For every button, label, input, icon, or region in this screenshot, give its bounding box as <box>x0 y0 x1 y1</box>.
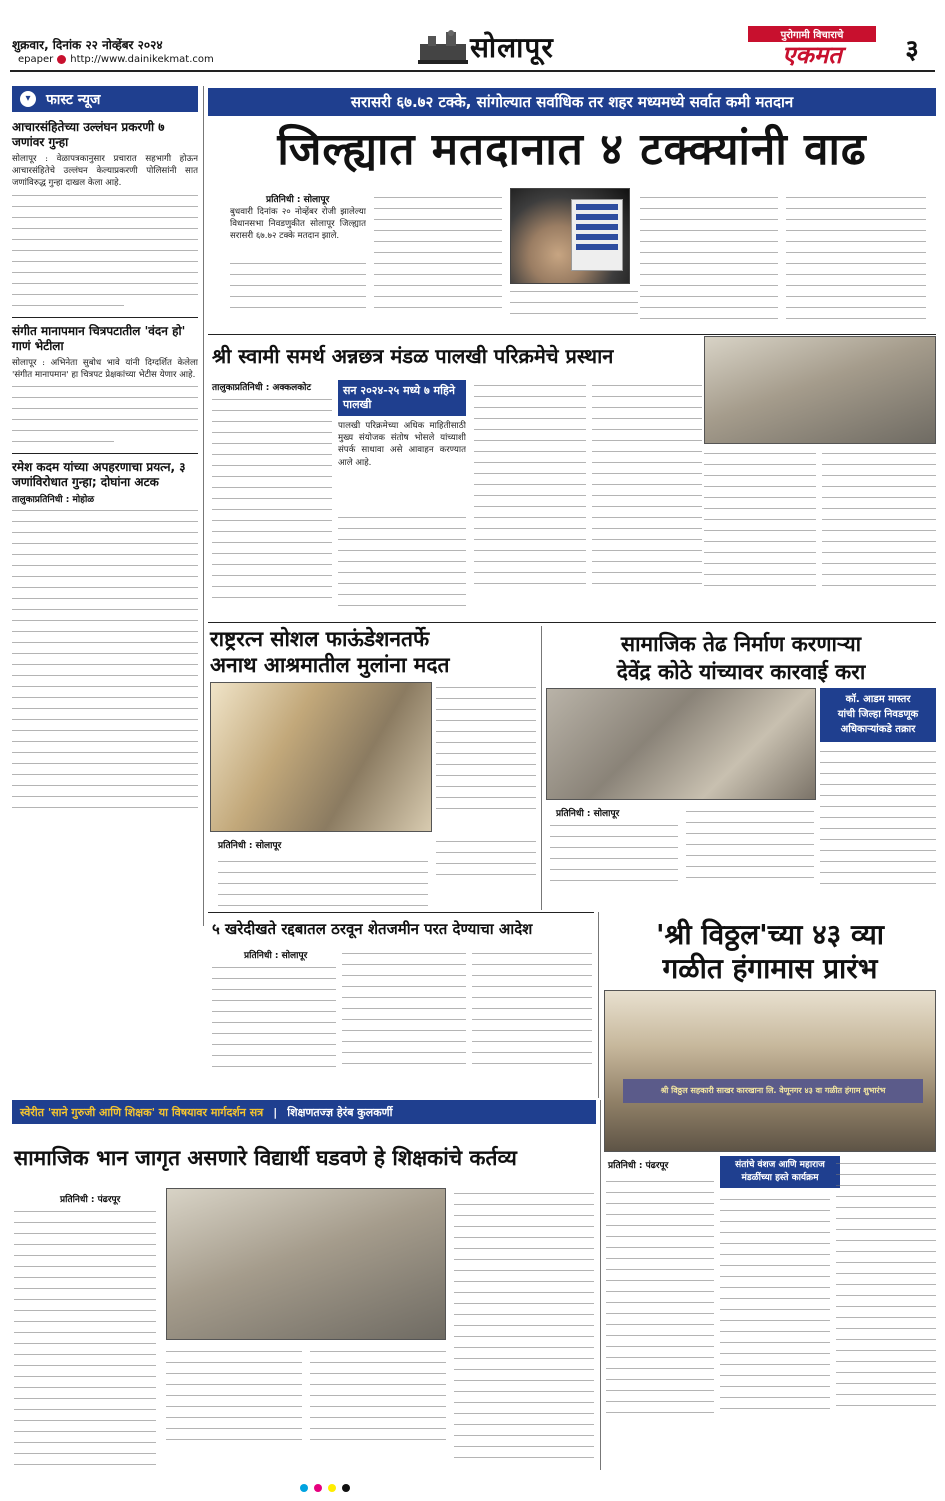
chevron-down-icon: ▾ <box>20 91 36 107</box>
fast-news-column-rule <box>203 86 204 926</box>
palkhi-headline: श्री स्वामी समर्थ अन्नछत्र मंडळ पालखी परिक्रमेचे प्रस्थान <box>212 344 614 368</box>
vitthal-byline: प्रतिनिधी : पंढरपूर <box>608 1161 669 1171</box>
vitthal-column-3 <box>836 1158 936 1411</box>
sane-guruji-headline: सामाजिक भान जागृत असणारे विद्यार्थी घडवणे हे शिक्षकांचे कर्तव्य <box>14 1146 517 1170</box>
sane-guruji-strip <box>12 1100 596 1124</box>
edition-logo <box>418 26 578 66</box>
rashtraratna-headline <box>210 626 540 678</box>
rashtraratna-column-rule <box>541 626 542 910</box>
epaper-label: epaper <box>18 54 54 65</box>
vitthal-photo-banner: श्री विठ्ठल सहकारी साखर कारखाना लि. वेणूनगर ४३ वा गळीत हंगाम शुभारंभ <box>623 1079 923 1103</box>
kharedi-column-1 <box>212 962 336 1072</box>
registration-marks <box>300 1484 660 1494</box>
fast-news-headline-1: आचारसंहितेच्या उल्लंघन प्रकरणी ७ जणांवर गुन्हा <box>12 120 165 149</box>
devendra-headline-line-2: देवेंद्र कोठे यांच्यावर कारवाई करा <box>616 660 866 684</box>
brand-block <box>748 26 876 70</box>
lead-column-1 <box>230 258 366 313</box>
rashtraratna-column-1 <box>436 682 536 814</box>
vitthal-column-1 <box>606 1176 714 1418</box>
kharedi-headline: ५ खरेदीखते रद्दबातल ठरवून शेतजमीन परत देण्याचा आदेश <box>212 920 533 938</box>
fast-news-column <box>12 86 198 926</box>
fast-news-lead-2: सोलापूर : अभिनेता सुबोध भावे यांनी दिग्दर्शित केलेला 'संगीत मानापमान' हा चित्रपट प्रेक्षकांच्या भेटीस येणार आहे. <box>12 357 198 380</box>
edition-name: सोलापूर <box>470 31 554 64</box>
kharedi-byline: प्रतिनिधी : सोलापूर <box>244 951 308 961</box>
vitthal-headline-line-2: गळीत हंगामास प्रारंभ <box>662 952 878 985</box>
fast-news-item-1 <box>12 120 198 311</box>
page-number: ३ <box>905 35 919 65</box>
devendra-headline <box>546 630 936 686</box>
vitthal-box <box>720 1156 840 1188</box>
brand-name: एकमत <box>782 41 842 69</box>
epaper-url-row <box>18 54 214 65</box>
palkhi-column-6 <box>822 448 936 591</box>
globe-icon <box>57 55 66 64</box>
devendra-column-2 <box>550 820 678 886</box>
devendra-column-1 <box>820 746 936 889</box>
top-strip-text: सरासरी ६७.७२ टक्के, सांगोल्यात सर्वाधिक तर शहर मध्यमध्ये सर्वात कमी मतदान <box>350 93 794 111</box>
sane-guruji-strip-left: स्वेरीत 'साने गुरुजी आणि शिक्षक' या विषयावर मार्गदर्शन सत्र <box>20 1105 264 1119</box>
devendra-photo <box>546 688 816 800</box>
sane-guruji-column-3 <box>310 1346 446 1445</box>
fast-news-item-2 <box>12 324 198 447</box>
lead-photo-voting-machine <box>510 188 630 284</box>
devendra-byline: प्रतिनिधी : सोलापूर <box>556 809 620 819</box>
devendra-box-line-3: अधिकाऱ्यांकडे तक्रार <box>840 724 916 735</box>
vitthal-column-2 <box>720 1194 830 1414</box>
website-link[interactable]: http://www.dainikekmat.com <box>70 54 214 65</box>
rashtraratna-column-3 <box>436 836 536 880</box>
top-strip <box>208 88 936 116</box>
rashtraratna-headline-line-2: अनाथ आश्रमातील मुलांना मदत <box>210 653 450 677</box>
devendra-headline-line-1: सामाजिक तेढ निर्माण करणाऱ्या <box>620 632 862 656</box>
fast-news-body-2 <box>12 381 198 447</box>
fast-news-title: फास्ट न्यूज <box>46 91 101 108</box>
vitthal-photo <box>604 990 936 1152</box>
fast-news-headline-3: रमेश कदम यांच्या अपहरणाचा प्रयत्न, ३ जणांविरोधात गुन्हा; दोघांना अटक <box>12 460 186 490</box>
sane-guruji-column-2 <box>166 1346 302 1445</box>
vitthal-headline <box>604 918 936 986</box>
lead-column-2 <box>374 192 502 313</box>
fast-news-divider-2 <box>12 453 198 454</box>
fast-news-title-bar <box>12 86 198 112</box>
strip-separator: | <box>273 1105 278 1119</box>
fast-news-byline-3: तालुकाप्रतिनिधी : मोहोळ <box>12 495 95 506</box>
lead-column-3 <box>510 286 638 319</box>
palkhi-column-5 <box>704 448 816 591</box>
devendra-box-line-1: कॉ. आडम मास्तर <box>845 694 911 705</box>
palkhi-photo <box>704 336 936 444</box>
lead-column-5 <box>786 192 926 324</box>
devendra-complaint-box <box>820 688 936 742</box>
palkhi-column-3 <box>474 380 586 589</box>
rashtraratna-photo <box>210 682 432 832</box>
palkhi-column-1 <box>212 394 332 603</box>
fast-news-headline-2: संगीत मानापमान चित्रपटातील 'वंदन हो' गाणं भेटीला <box>12 323 186 353</box>
vitthal-box-title: संतांचे वंशज आणि महाराज मंडळींच्या हस्ते कार्यक्रम <box>735 1160 825 1183</box>
sane-guruji-column-1 <box>14 1206 156 1470</box>
sane-guruji-photo <box>166 1188 446 1340</box>
palkhi-box-title: सन २०२४-२५ मध्ये ७ महिने पालखी <box>338 380 466 416</box>
sane-guruji-column-rule <box>600 1100 601 1470</box>
city-skyline-icon <box>418 30 468 64</box>
rashtraratna-column-2 <box>218 856 428 911</box>
devendra-column-3 <box>686 806 814 883</box>
palkhi-column-2 <box>338 512 466 611</box>
lead-headline: जिल्ह्यात मतदानात ४ टक्क्यांनी वाढ <box>277 124 867 175</box>
fast-news-item-3 <box>12 460 198 813</box>
masthead <box>0 0 945 72</box>
kharedi-column-2 <box>342 948 466 1069</box>
kharedi-top-rule <box>208 912 594 913</box>
sane-guruji-column-4 <box>454 1188 594 1463</box>
kharedi-column-rule <box>598 912 599 1098</box>
devendra-box-line-2: यांची जिल्हा निवडणूक <box>837 709 919 720</box>
kharedi-column-3 <box>472 948 592 1069</box>
issue-date: शुक्रवार, दिनांक २२ नोव्हेंबर २०२४ <box>12 38 163 52</box>
fast-news-lead-1: सोलापूर : वेळापत्रकानुसार प्रचारात सहभागी होऊन आचारसंहितेचे उल्लंघन केल्याप्रकरणी पोलिसांनी सात जणांविरुद्ध गुन्हा दाखल केला आहे. <box>12 154 198 189</box>
brand-tagline: पुरोगामी विचाराचे <box>748 26 876 42</box>
palkhi-byline: तालुकाप्रतिनिधी : अक्कलकोट <box>212 383 312 393</box>
vitthal-headline-line-1: 'श्री विठ्ठल'च्या ४३ व्या <box>655 918 885 951</box>
palkhi-column-4 <box>592 380 702 589</box>
palkhi-info-box <box>338 380 466 506</box>
palkhi-bottom-rule <box>208 622 936 623</box>
lead-bottom-rule <box>208 334 936 335</box>
fast-news-body-1 <box>12 190 198 311</box>
masthead-rule <box>10 70 935 72</box>
fast-news-body-3 <box>12 505 198 813</box>
lead-column-4 <box>640 192 778 324</box>
rashtraratna-headline-line-1: राष्ट्ररत्न सोशल फाऊंडेशनतर्फे <box>210 627 430 651</box>
fast-news-divider-1 <box>12 317 198 318</box>
sane-guruji-strip-right: शिक्षणतज्ज्ञ हेरंब कुलकर्णी <box>287 1105 393 1119</box>
lead-intro: बुधवारी दिनांक २० नोव्हेंबर रोजी झालेल्या विधानसभा निवडणुकीत सोलापूर जिल्ह्यात सरासरी ६७.७२ टक्के मतदान झाले. <box>230 207 366 242</box>
sane-guruji-byline: प्रतिनिधी : पंढरपूर <box>60 1195 121 1205</box>
rashtraratna-byline: प्रतिनिधी : सोलापूर <box>218 841 282 851</box>
lead-byline: प्रतिनिधी : सोलापूर <box>266 195 330 205</box>
palkhi-box-text: पालखी परिक्रमेच्या अधिक माहितीसाठी मुख्य संयोजक संतोष भोसले यांच्याशी संपर्क साधावा असे आवाहन करण्यात आले आहे. <box>338 421 466 468</box>
